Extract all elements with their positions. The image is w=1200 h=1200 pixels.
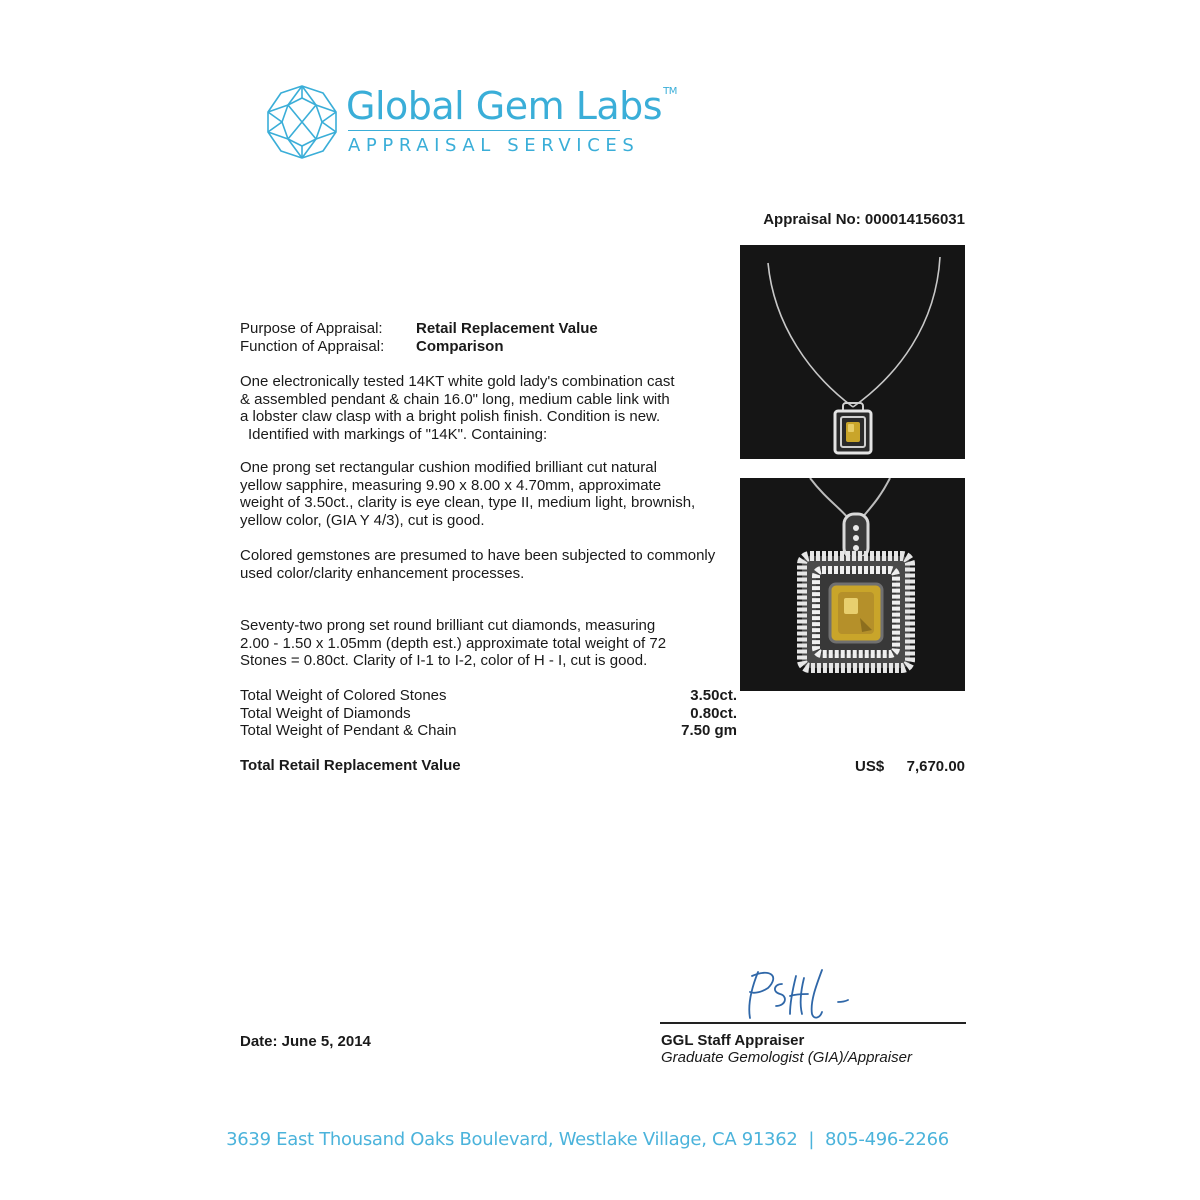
totals-label: Total Weight of Diamonds: [240, 704, 411, 722]
description-line: Identified with markings of "14K". Containing:: [248, 425, 548, 443]
appraiser-signature: [730, 962, 870, 1026]
description-line: a lobster claw clasp with a bright polish finish. Condition is new.: [240, 408, 661, 425]
totals-value: 0.80ct.: [690, 704, 737, 722]
logo-divider: [348, 130, 620, 131]
gemstone-line: yellow color, (GIA Y 4/3), cut is good.: [240, 511, 485, 529]
signature-line: [660, 1022, 966, 1024]
total-value-currency: US$: [855, 758, 885, 775]
logo-subtitle: APPRAISAL SERVICES: [348, 135, 640, 156]
item-description: [240, 373, 675, 443]
diamonds-description: [240, 617, 666, 670]
logo-title-text: Global Gem Labs: [346, 84, 663, 128]
diamonds-line: 2.00 - 1.50 x 1.05mm (depth est.) approximate total weight of 72: [240, 634, 667, 652]
totals-value: 3.50ct.: [690, 687, 737, 704]
function-label: Function of Appraisal:: [240, 338, 385, 355]
gem-icon: [264, 84, 340, 160]
footer-address: 3639 East Thousand Oaks Boulevard, Westlake Village, CA 91362 | 805-496-2266: [226, 1129, 949, 1150]
totals-label: Total Weight of Colored Stones: [240, 687, 447, 704]
gemstone-line: One prong set rectangular cushion modified brilliant cut natural: [240, 459, 657, 476]
totals-value: 7.50 gm: [681, 722, 737, 739]
diamonds-line: Stones = 0.80ct. Clarity of I-1 to I-2, color of H - I, cut is good.: [240, 652, 648, 669]
appraiser-name: GGL Staff Appraiser: [661, 1032, 805, 1049]
gemstone-description: [240, 459, 695, 529]
logo: [264, 84, 677, 164]
totals-row: [240, 687, 737, 705]
total-value-amount: 7,670.00: [906, 758, 965, 775]
enhancement-note: [240, 547, 715, 582]
appraisal-date: Date: June 5, 2014: [240, 1033, 371, 1050]
note-line: used color/clarity enhancement processes.: [240, 564, 525, 582]
diamonds-line: Seventy-two prong set round brilliant cut diamonds, measuring: [240, 617, 656, 634]
description-line: One electronically tested 14KT white gold lady's combination cast: [240, 373, 675, 390]
totals-row: [240, 722, 737, 740]
totals-label: Total Weight of Pendant & Chain: [240, 722, 457, 739]
total-value-label: Total Retail Replacement Value: [240, 757, 461, 774]
note-line: Colored gemstones are presumed to have been subjected to commonly: [240, 547, 716, 564]
gemstone-line: yellow sapphire, measuring 9.90 x 8.00 x 4.70mm, approximate: [240, 476, 662, 494]
logo-title: [346, 84, 677, 128]
appraisal-number: Appraisal No: 000014156031: [763, 211, 965, 228]
gemstone-line: weight of 3.50ct., clarity is eye clean, type II, medium light, brownish,: [240, 494, 696, 511]
appraiser-title: Graduate Gemologist (GIA)/Appraiser: [661, 1049, 912, 1066]
necklace-photo: [740, 245, 965, 459]
description-line: & assembled pendant & chain 16.0" long, medium cable link with: [240, 390, 670, 408]
logo-trademark: TM: [663, 86, 677, 97]
totals-table: [240, 687, 737, 740]
totals-row: [240, 705, 737, 723]
function-value: Comparison: [416, 338, 504, 355]
pendant-closeup-photo: [740, 478, 965, 691]
purpose-label: Purpose of Appraisal:: [240, 320, 383, 337]
purpose-value: Retail Replacement Value: [416, 320, 598, 337]
